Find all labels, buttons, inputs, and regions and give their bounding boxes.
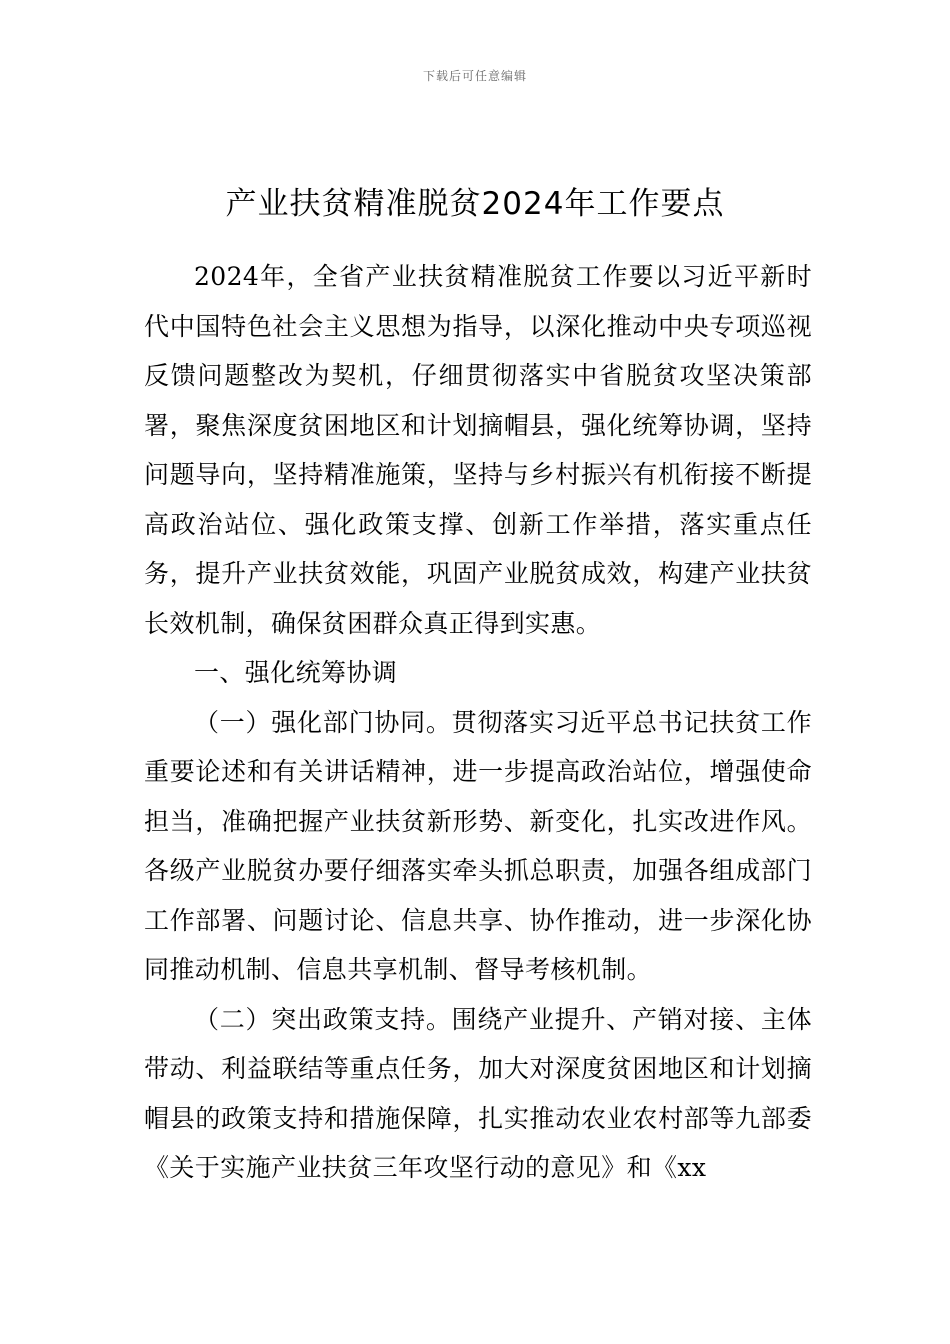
- header-note: 下载后可任意编辑: [422, 69, 527, 83]
- paragraph-subsection-1: （一）强化部门协同。贯彻落实习近平总书记扶贫工作重要论述和有关讲话精神，进一步提高政治站位，增强使命担当，准确把握产业扶贫新形势、新变化，扎实改进作风。各级产业脱贫办要仔细落实牵头抓总职责，加强各组成部门工作部署、问题讨论、信息共享、协作推动，进一步深化协同推动机制、信息共享机制、督导考核机制。: [144, 707, 812, 984]
- document-title: 产业扶贫精准脱贫2024年工作要点: [225, 186, 725, 222]
- section-heading-1: 一、强化统筹协调: [194, 658, 398, 687]
- document-body: [144, 252, 812, 1193]
- paragraph-subsection-2: （二）突出政策支持。围绕产业提升、产销对接、主体带动、利益联结等重点任务，加大对深度贫困地区和计划摘帽县的政策支持和措施保障，扎实推动农业农村部等九部委《关于实施产业扶贫三年攻坚行动的意见》和《xx: [144, 1004, 812, 1182]
- paragraph-intro: 2024年，全省产业扶贫精准脱贫工作要以习近平新时代中国特色社会主义思想为指导，以深化推动中央专项巡视反馈问题整改为契机，仔细贯彻落实中省脱贫攻坚决策部署，聚焦深度贫困地区和计划摘帽县，强化统筹协调，坚持问题导向，坚持精准施策，坚持与乡村振兴有机衔接不断提高政治站位、强化政策支撑、创新工作举措，落实重点任务，提升产业扶贫效能，巩固产业脱贫成效，构建产业扶贫长效机制，确保贫困群众真正得到实惠。: [144, 262, 812, 638]
